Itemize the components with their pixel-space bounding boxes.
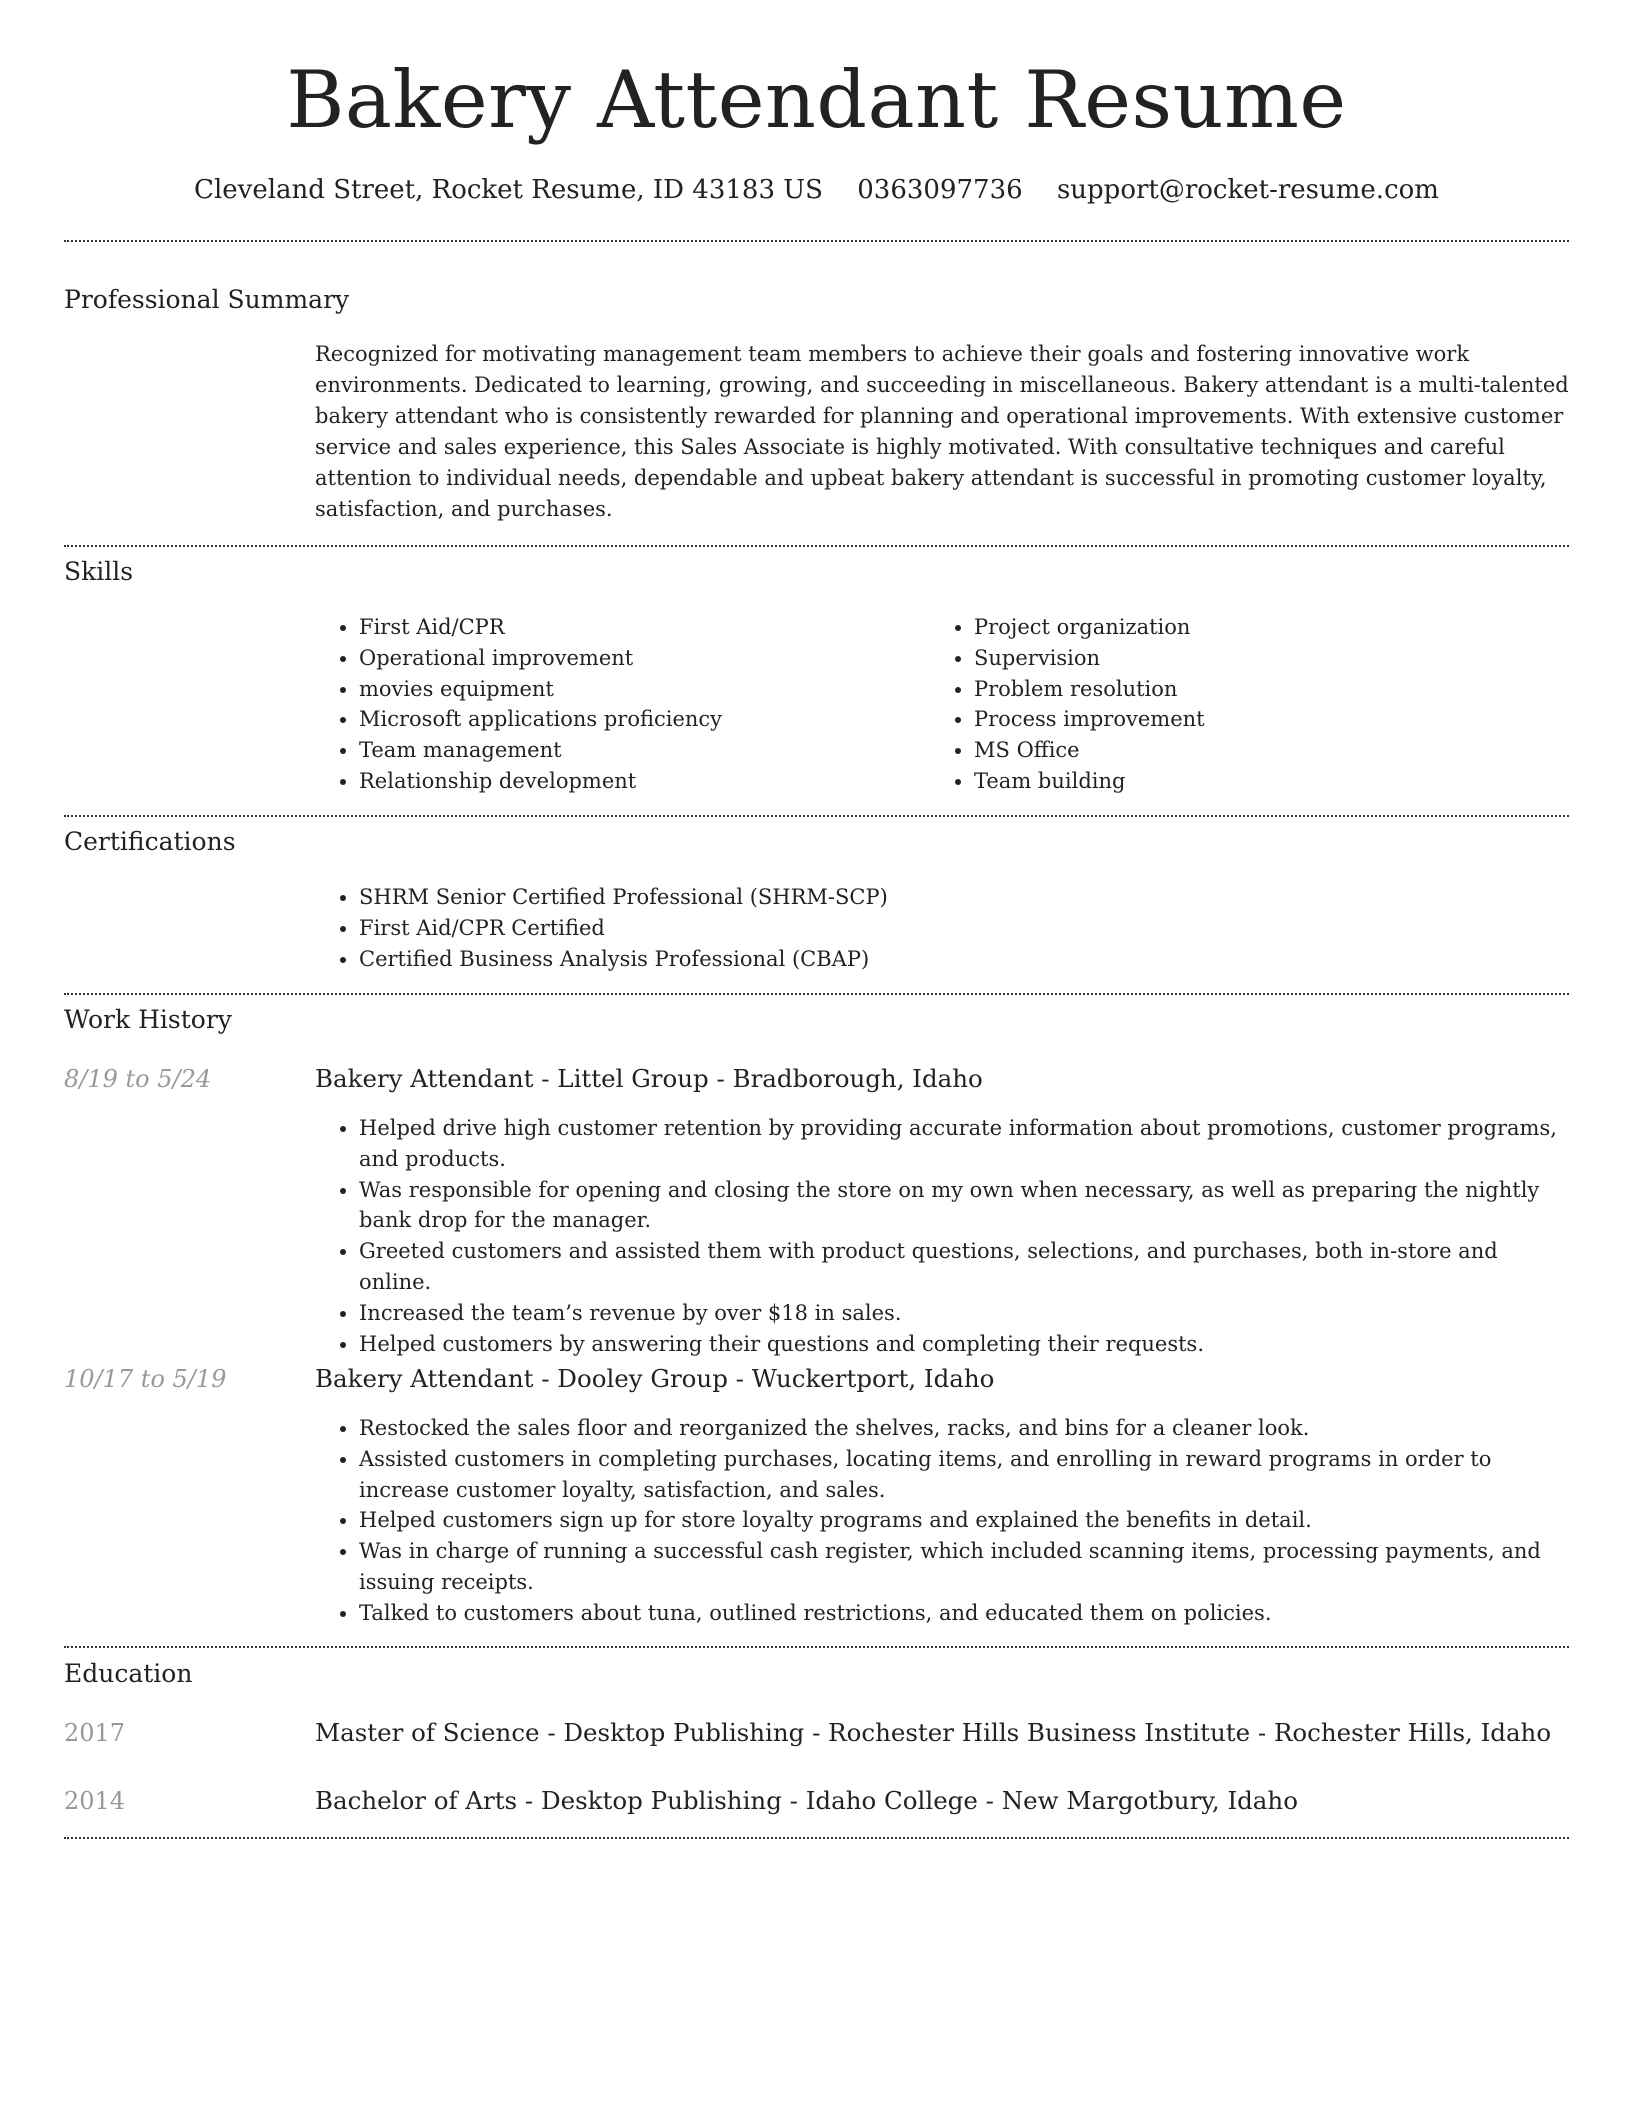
job-dates: 10/17 to 5/19 (64, 1365, 227, 1393)
skills-list-right (930, 612, 1574, 797)
section-divider (64, 545, 1569, 547)
education-entry (315, 1783, 1298, 1819)
skill-item: • Supervision (974, 643, 1574, 674)
contact-line (64, 170, 1569, 210)
contact-phone: 0363097736 (857, 175, 1023, 205)
education-degree: Master of Science - Desktop Publishing (315, 1718, 805, 1747)
section-divider (64, 240, 1569, 242)
job-dates: 8/19 to 5/24 (64, 1065, 212, 1093)
job-bullet: • Helped drive high customer retention by providing accurate information about promotions, customer programs, and products. (359, 1113, 1569, 1175)
certification-item: • First Aid/CPR Certified (359, 913, 1569, 944)
skill-item: • Relationship development (359, 766, 929, 797)
job-bullet: • Talked to customers about tuna, outlined restrictions, and educated them on policies. (359, 1598, 1569, 1629)
skill-item: • Operational improvement (359, 643, 929, 674)
skill-item: • Team management (359, 735, 929, 766)
education-year: 2017 (64, 1719, 126, 1747)
section-divider (64, 993, 1569, 995)
job-bullet: • Assisted customers in completing purchases, locating items, and enrolling in reward programs in order to increase customer loyalty, satisfaction, and sales. (359, 1444, 1569, 1506)
job-bullet: • Was responsible for opening and closing the store on my own when necessary, as well as preparing the nightly bank drop for the manager. (359, 1175, 1569, 1237)
skill-item: • movies equipment (359, 674, 929, 705)
certifications-list (315, 882, 1569, 974)
summary-heading: Professional Summary (64, 285, 350, 314)
education-entry (315, 1715, 1551, 1751)
certification-item: • SHRM Senior Certified Professional (SHRM-SCP) (359, 882, 1569, 913)
education-school: - Rochester Hills Business Institute - Rochester Hills, Idaho (804, 1718, 1552, 1747)
skill-item: • Team building (974, 766, 1574, 797)
job-bullets (315, 1413, 1569, 1629)
education-school: - Idaho College - New Margotbury, Idaho (781, 1786, 1298, 1815)
skills-heading: Skills (64, 557, 134, 586)
skills-list-left (315, 612, 929, 797)
job-title: Bakery Attendant - Littel Group - Bradborough, Idaho (315, 1064, 983, 1093)
work-heading: Work History (64, 1005, 232, 1034)
contact-email[interactable]: support@rocket-resume.com (1056, 175, 1439, 205)
education-degree: Bachelor of Arts - Desktop Publishing (315, 1786, 782, 1815)
summary-text: Recognized for motivating management team members to achieve their goals and fostering innovative work environments. Dedicated to learning, growing, and succeeding in miscellaneous. Bakery attendant is a multi-talented bakery attendant who is consistently rewarded for planning and operational improvements. With extensive customer service and sales experience, this Sales Associate is highly motivated. With consultative techniques and careful attention to individual needs, dependable and upbeat bakery attendant is successful in promoting customer loyalty, satisfaction, and purchases. (315, 342, 1569, 521)
resume-title: Bakery Attendant Resume (286, 54, 1347, 146)
skill-item: • First Aid/CPR (359, 612, 929, 643)
job-bullets (315, 1113, 1569, 1359)
contact-address: Cleveland Street, Rocket Resume, ID 43183 US (194, 175, 823, 205)
skill-item: • MS Office (974, 735, 1574, 766)
job-bullet: • Helped customers sign up for store loyalty programs and explained the benefits in detail. (359, 1505, 1569, 1536)
skill-item: • Problem resolution (974, 674, 1574, 705)
section-divider (64, 815, 1569, 817)
education-heading: Education (64, 1659, 193, 1688)
certifications-heading: Certifications (64, 827, 236, 856)
skill-item: • Project organization (974, 612, 1574, 643)
section-divider (64, 1837, 1569, 1839)
job-bullet: • Was in charge of running a successful cash register, which included scanning items, processing payments, and issuing receipts. (359, 1536, 1569, 1598)
job-bullet: • Increased the team’s revenue by over $18 in sales. (359, 1298, 1569, 1329)
job-bullet: • Greeted customers and assisted them with product questions, selections, and purchases, both in-store and online. (359, 1236, 1569, 1298)
education-year: 2014 (64, 1787, 126, 1815)
job-bullet: • Restocked the sales floor and reorganized the shelves, racks, and bins for a cleaner look. (359, 1413, 1569, 1444)
job-bullet: • Helped customers by answering their questions and completing their requests. (359, 1329, 1569, 1360)
skill-item: • Process improvement (974, 704, 1574, 735)
skill-item: • Microsoft applications proficiency (359, 704, 929, 735)
certification-item: • Certified Business Analysis Professional (CBAP) (359, 944, 1569, 975)
section-divider (64, 1646, 1569, 1648)
job-title: Bakery Attendant - Dooley Group - Wuckertport, Idaho (315, 1364, 995, 1393)
